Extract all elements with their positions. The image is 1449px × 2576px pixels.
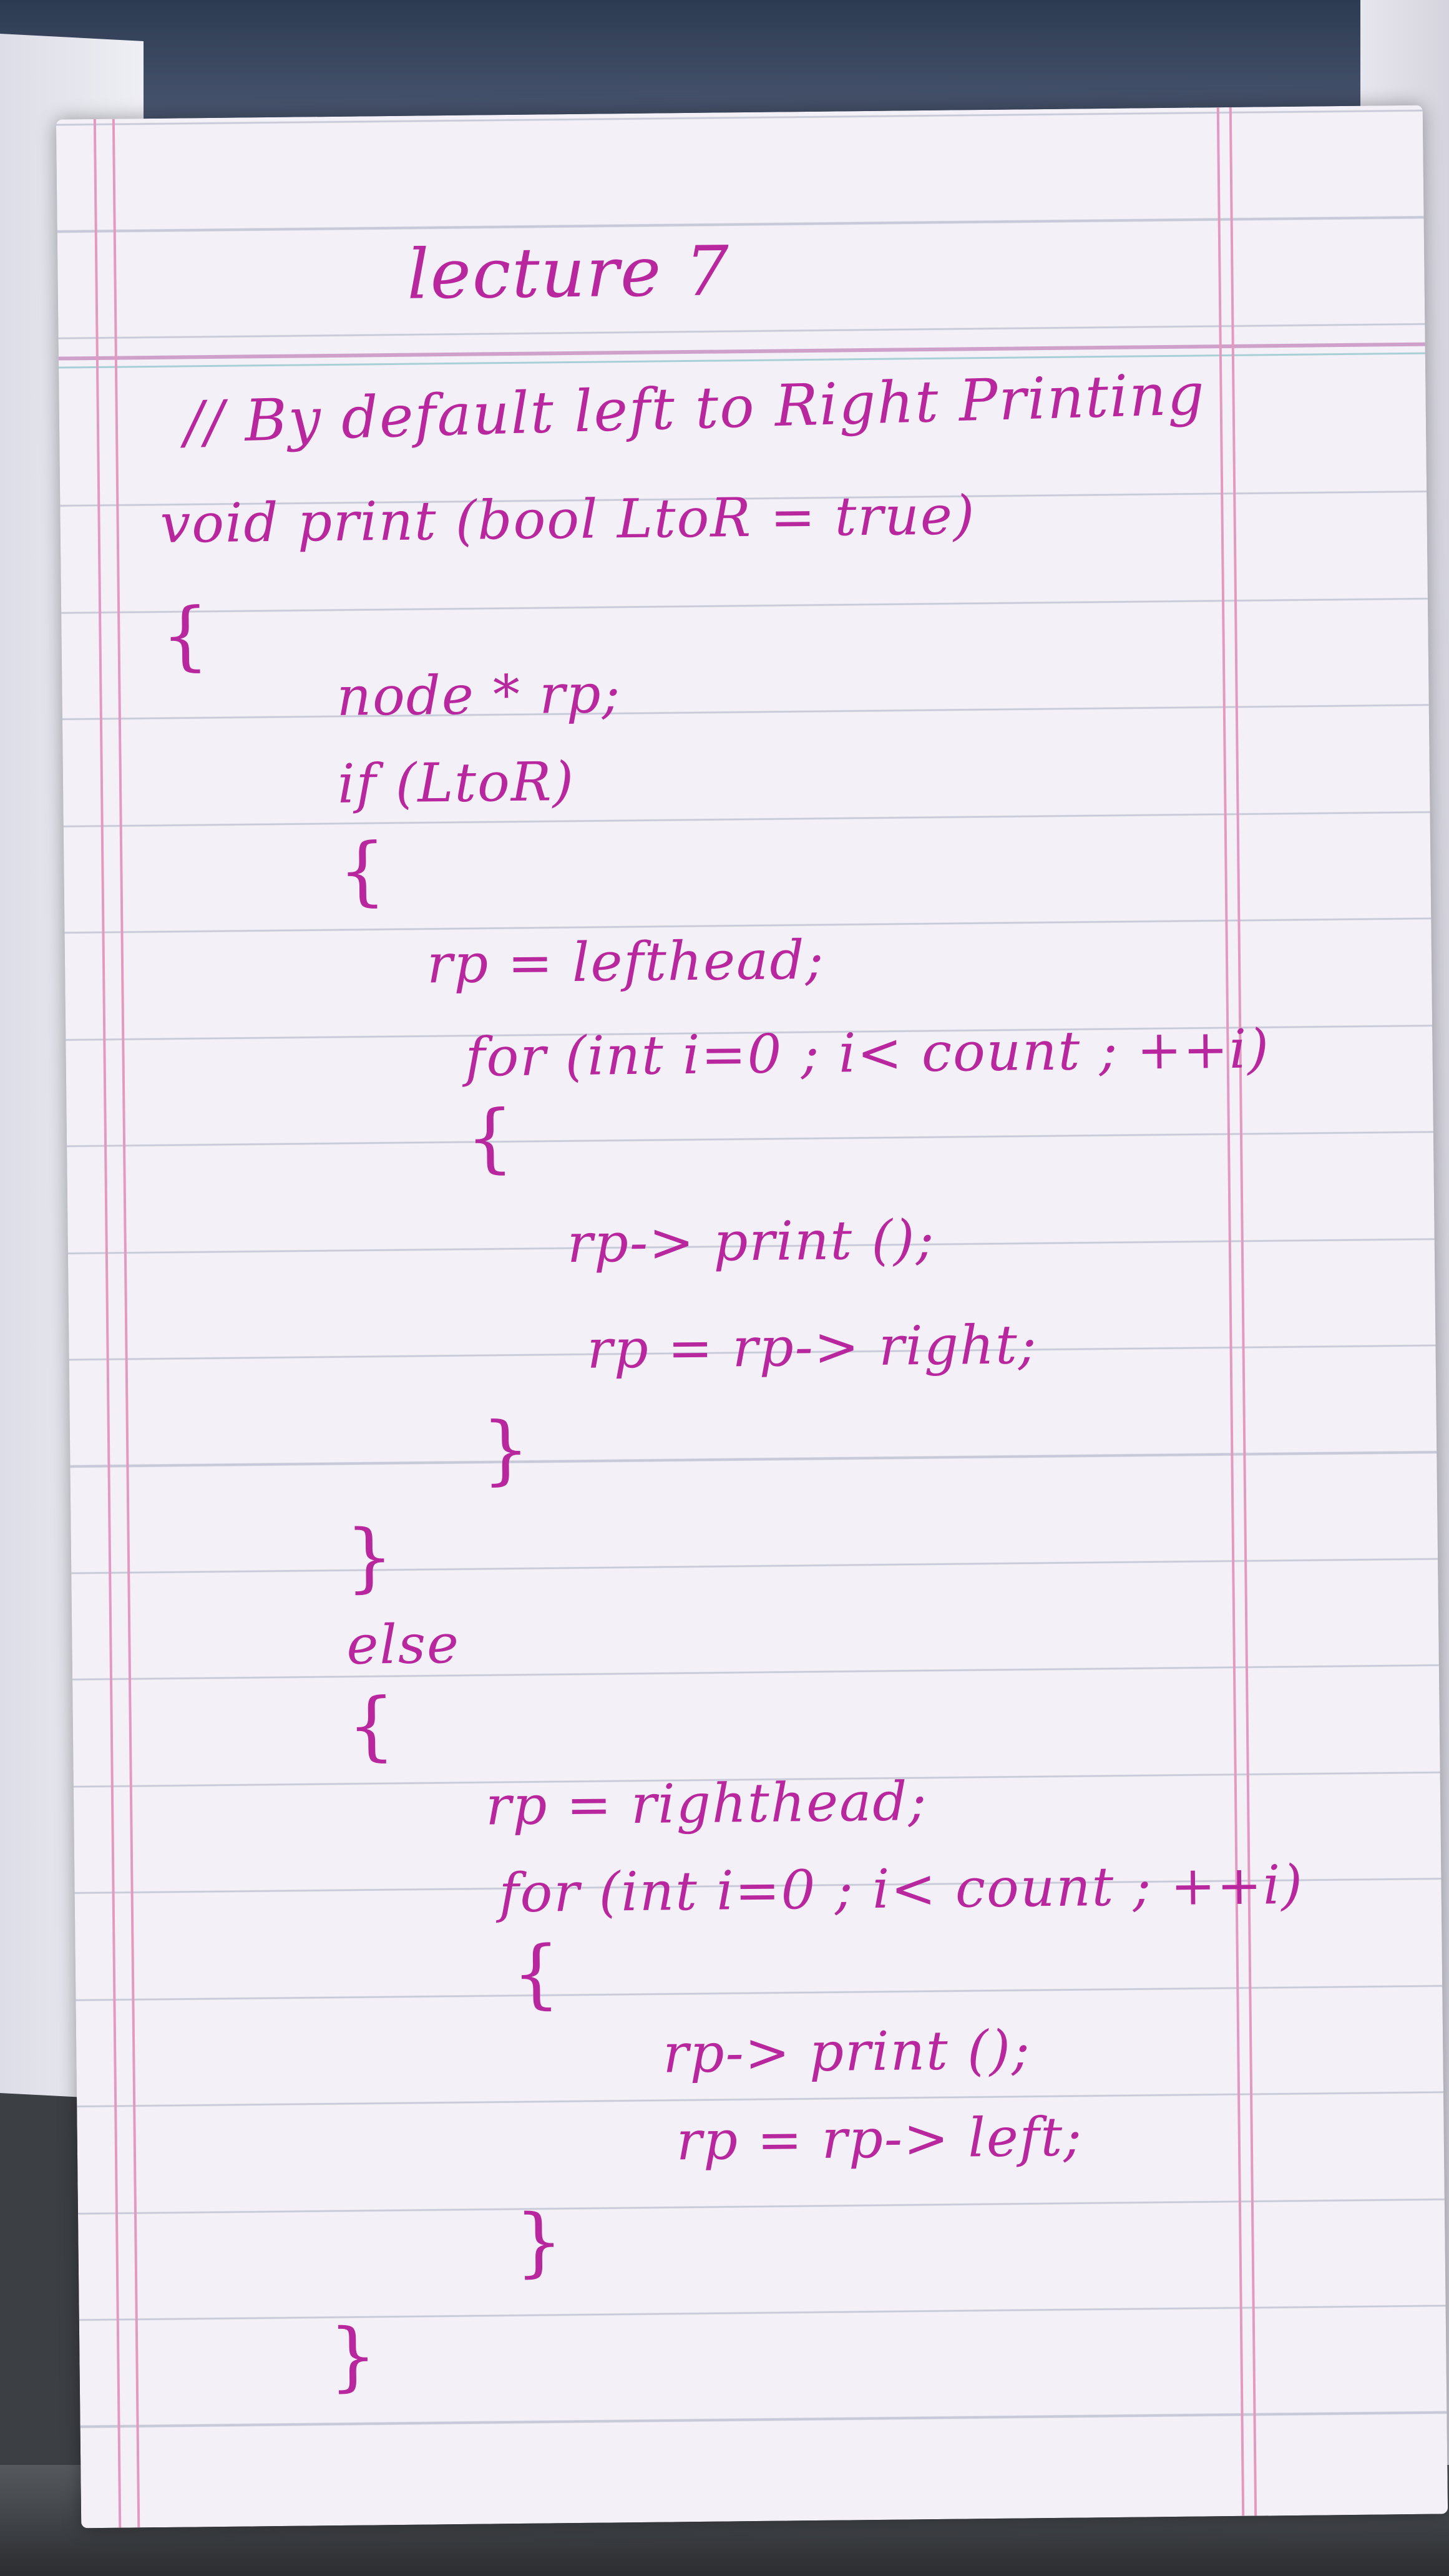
notebook-page [56, 105, 1448, 2529]
code-line-print-2: rp-> print (); [662, 2019, 1032, 2086]
code-line-for-2-open: { [512, 1930, 562, 2018]
code-line-for-2: for (int i=0 ; i< count ; ++i) [499, 1853, 1304, 1925]
code-line-else: else [346, 1612, 461, 1677]
code-line-rp-righthead: rp = righthead; [485, 1770, 928, 1838]
code-line-if-open: { [338, 827, 388, 915]
code-line-else-close: } [328, 2313, 379, 2401]
code-line-for-1: for (int i=0 ; i< count ; ++i) [465, 1018, 1271, 1089]
code-line-signature: void print (bool LtoR = true) [160, 484, 976, 555]
page-title: lecture 7 [406, 231, 731, 315]
code-line-print-1: rp-> print (); [567, 1208, 935, 1276]
code-line-if: if (LtoR) [337, 750, 575, 816]
code-line-for-1-close: } [481, 1406, 532, 1494]
right-margin-line [1217, 107, 1244, 2516]
code-line-right: rp = rp-> right; [587, 1314, 1038, 1381]
code-line-node-decl: node * rp; [336, 663, 622, 728]
code-line-for-2-close: } [514, 2198, 565, 2286]
code-line-rp-lefthead: rp = lefthead; [426, 929, 825, 996]
code-comment: // By default left to Right Printing [183, 361, 1207, 456]
code-line-open-brace: { [160, 592, 211, 680]
code-line-left: rp = rp-> left; [676, 2105, 1083, 2173]
code-line-for-1-open: { [466, 1094, 516, 1182]
code-line-if-close: } [345, 1514, 396, 1601]
background-top [0, 0, 1449, 125]
right-margin-line-inner [1229, 107, 1257, 2516]
code-line-else-open: { [347, 1682, 397, 1770]
